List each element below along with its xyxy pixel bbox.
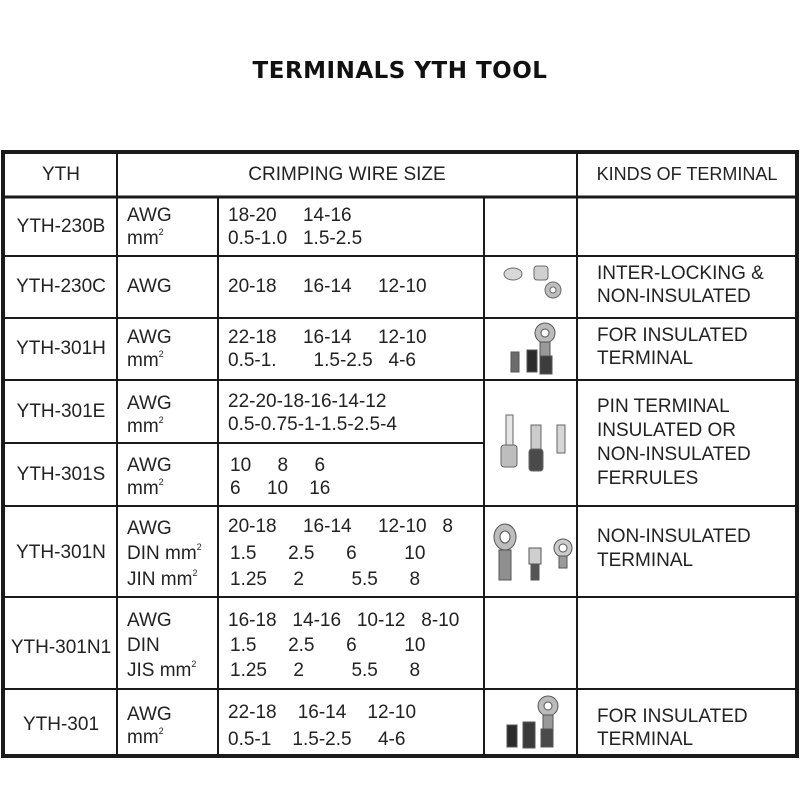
terminal-kind: TERMINAL: [597, 550, 694, 571]
model-yth-301: YTH-301: [22, 714, 100, 735]
terminal-kind: FERRULES: [597, 468, 699, 489]
model-yth-301h: YTH-301H: [16, 338, 106, 359]
insulated-terminal-icon: [507, 696, 558, 748]
insulated-terminal-icon: [511, 323, 555, 374]
ferrule-icon: [501, 415, 565, 471]
terminal-kind: INSULATED OR: [597, 420, 737, 441]
wire-size-values: 16-18 14-16 10-12 8-10: [228, 610, 460, 631]
unit-label: AWG: [127, 610, 172, 631]
unit-label: AWG: [127, 518, 172, 539]
wire-size-values: 0.5-0.75-1-1.5-2.5-4: [228, 414, 397, 435]
page-title: TERMINALS YTH TOOL: [252, 58, 548, 84]
terminal-kind: INTER-LOCKING &: [597, 263, 764, 284]
wire-size-values: 0.5-1.0 1.5-2.5: [228, 228, 363, 249]
model-yth-301e: YTH-301E: [16, 401, 106, 422]
header-model: YTH: [42, 164, 80, 185]
terminal-kind: FOR INSULATED: [597, 325, 748, 346]
model-yth-301s: YTH-301S: [16, 464, 106, 485]
unit-label: JIS $mm^2$: [127, 659, 197, 681]
wire-size-values: 0.5-1. 1.5-2.5 4-6: [228, 350, 416, 371]
unit-label: $mm^2$: [127, 227, 164, 249]
model-yth-301n1: YTH-301N1: [10, 637, 112, 658]
wire-size-values: 18-20 14-16: [228, 205, 352, 226]
wire-size-values: 0.5-1 1.5-2.5 4-6: [228, 729, 406, 750]
unit-label: $mm^2$: [127, 477, 164, 499]
model-yth-301n: YTH-301N: [16, 542, 106, 563]
wire-size-values: 1.25 2 5.5 8: [230, 660, 421, 681]
wire-size-values: 1.5 2.5 6 10: [230, 543, 426, 564]
unit-label: AWG: [127, 704, 172, 725]
model-yth-230c: YTH-230C: [16, 276, 106, 297]
unit-label: $mm^2$: [127, 415, 164, 437]
wire-size-values: 10 8 6: [230, 455, 326, 476]
terminal-kind: NON-INSULATED: [597, 444, 751, 465]
unit-label: $mm^2$: [127, 349, 164, 371]
ring-terminal-icon: [504, 266, 561, 298]
header-wire-size: CRIMPING WIRE SIZE: [248, 164, 446, 185]
terminal-kind: NON-INSULATED: [597, 286, 751, 307]
unit-label: AWG: [127, 455, 172, 476]
wire-size-values: 22-18 16-14 12-10: [228, 327, 427, 348]
terminal-kind: NON-INSULATED: [597, 526, 751, 547]
unit-label: $mm^2$: [127, 726, 164, 748]
wire-size-values: 20-18 16-14 12-10 8: [228, 516, 453, 537]
header-kind: KINDS OF TERMINAL: [596, 164, 778, 184]
terminal-kind: FOR INSULATED: [597, 706, 748, 727]
unit-label: AWG: [127, 327, 172, 348]
wire-size-values: 20-18 16-14 12-10: [228, 276, 427, 297]
fork-terminal-icon: [494, 524, 572, 580]
terminal-kind: TERMINAL: [597, 348, 694, 369]
wire-size-values: 22-20-18-16-14-12: [228, 391, 387, 412]
unit-label: AWG: [127, 205, 172, 226]
unit-label: AWG: [127, 276, 172, 297]
unit-label: AWG: [127, 393, 172, 414]
unit-label: JIN $mm^2$: [127, 568, 198, 590]
terminal-kind: TERMINAL: [597, 729, 694, 750]
model-yth-230b: YTH-230B: [16, 216, 106, 237]
unit-label: DIN: [127, 635, 160, 656]
wire-size-values: 22-18 16-14 12-10: [228, 702, 417, 723]
wire-size-values: 1.5 2.5 6 10: [230, 635, 426, 656]
wire-size-values: 1.25 2 5.5 8: [230, 569, 421, 590]
wire-size-values: 6 10 16: [230, 478, 331, 499]
unit-label: DIN $mm^2$: [127, 542, 202, 564]
terminal-kind: PIN TERMINAL: [597, 396, 730, 417]
